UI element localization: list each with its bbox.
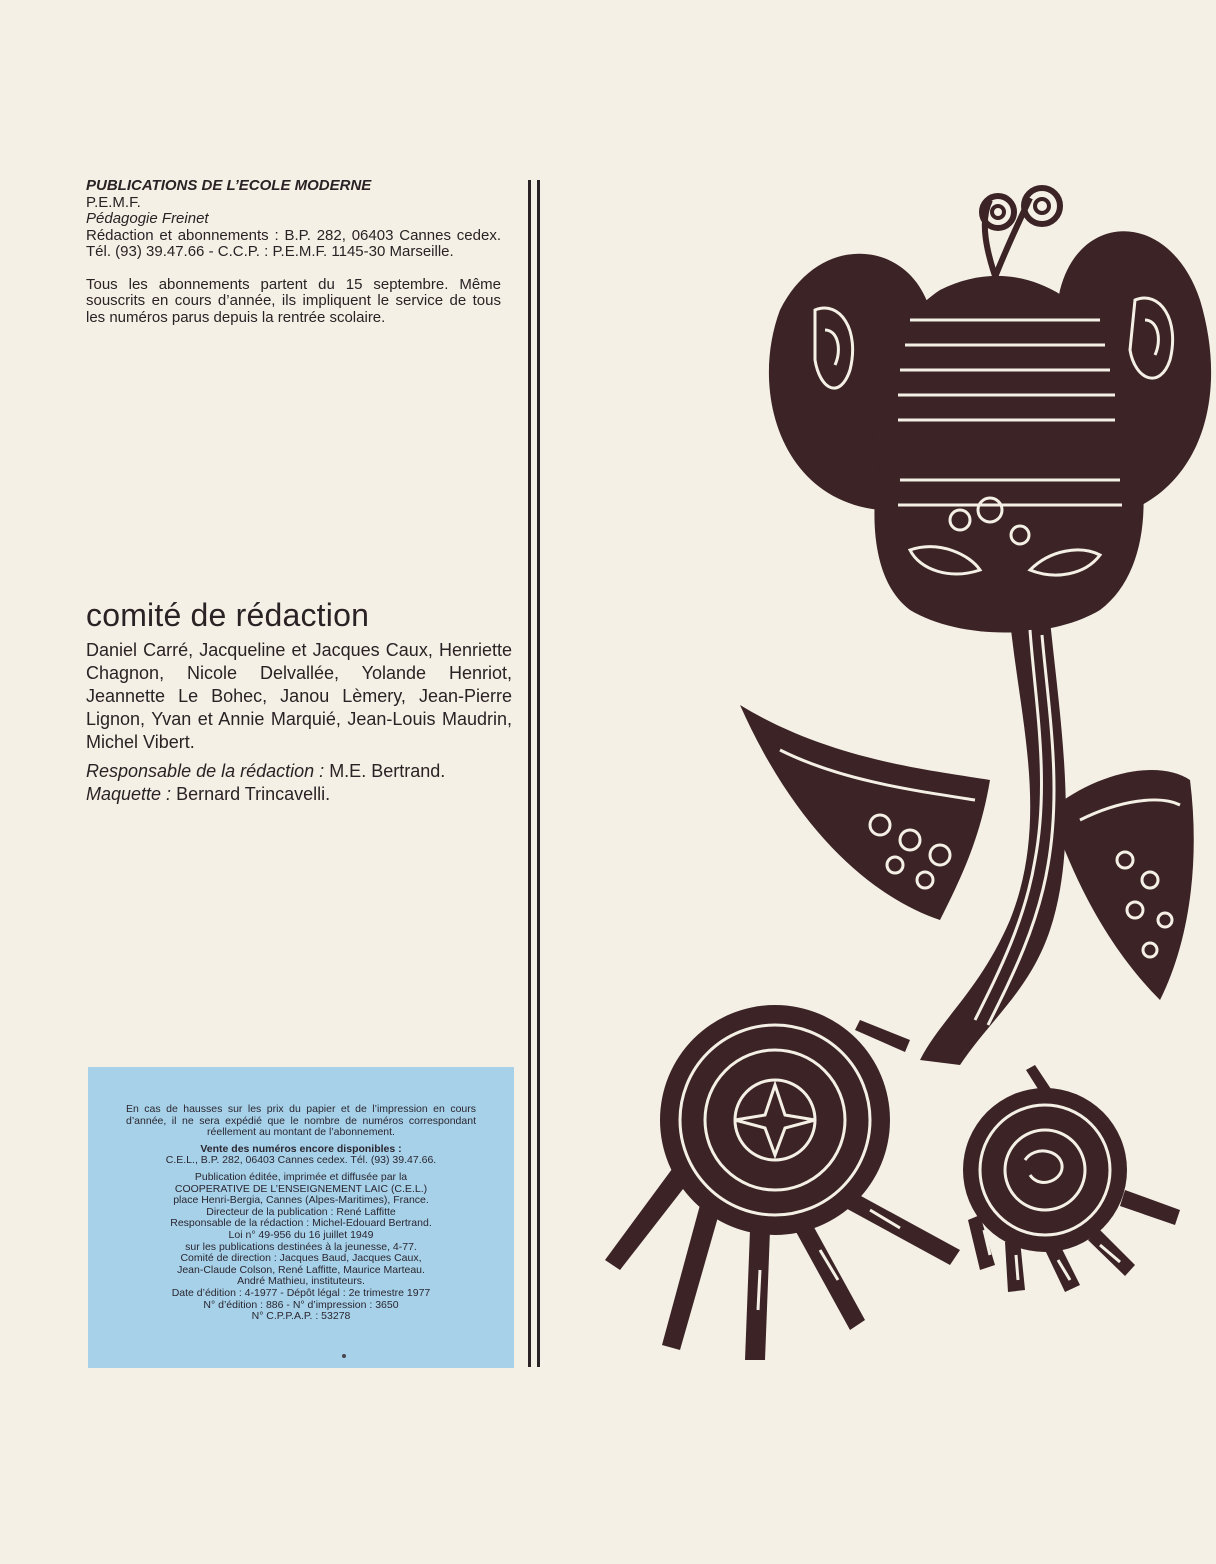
- editor-label: Responsable de la rédaction :: [86, 761, 325, 781]
- legal-line: Loi n° 49-956 du 16 juillet 1949: [228, 1228, 374, 1241]
- legal-line: Directeur de la publication : René Laffitte: [206, 1205, 396, 1218]
- layout-name: Bernard Trincavelli.: [176, 784, 331, 804]
- legal-line: André Mathieu, instituteurs.: [237, 1275, 365, 1288]
- column-rule-right: [537, 180, 540, 1367]
- legal-line: Comité de direction : Jacques Baud, Jacques Caux,: [180, 1252, 422, 1265]
- legal-line: Responsable de la rédaction : Michel-Edouard Bertrand.: [170, 1217, 432, 1230]
- legal-line: Date d’édition : 4-1977 - Dépôt légal : 2e trimestre 1977: [171, 1286, 431, 1299]
- legal-info-box: [88, 1067, 514, 1368]
- committee-heading: comité de rédaction: [86, 597, 370, 633]
- legal-line: place Henri-Bergia, Cannes (Alpes-Maritimes), France.: [173, 1194, 429, 1207]
- committee-members: Daniel Carré, Jacqueline et Jacques Caux, Henriette Chagnon, Nicole Delvallée, Yolande Henriot, Jeannette Le Bohec, Janou Lèmery, Jean-Pierre Lignon, Yvan et Annie Marquié, Jean-Louis Maudrin, Michel Vibert.: [86, 640, 512, 752]
- publisher-title: PUBLICATIONS DE L’ECOLE MODERNE: [86, 177, 372, 194]
- publisher-abbrev: P.E.M.F.: [86, 193, 141, 211]
- sale-address: C.E.L., B.P. 282, 06403 Cannes cedex. Tél. (93) 39.47.66.: [165, 1154, 437, 1167]
- layout-credit: [86, 783, 512, 806]
- dot-mark: [342, 1354, 346, 1358]
- editor-name: M.E. Bertrand.: [329, 761, 446, 781]
- legal-line: Publication éditée, imprimée et diffusée par la: [194, 1170, 408, 1183]
- price-notice: En cas de hausses sur les prix du papier et de l’impression en cours d’année, il ne sera expédié que le nombre de numéros correspondant réellement au montant de l’abonnement.: [126, 1103, 476, 1139]
- publisher-block: [86, 178, 501, 326]
- editor-credit: [86, 760, 512, 783]
- publisher-tagline: Pédagogie Freinet: [86, 210, 209, 227]
- legal-line: Jean-Claude Colson, René Laffitte, Maurice Marteau.: [177, 1263, 425, 1276]
- layout-label: Maquette :: [86, 784, 172, 804]
- legal-lines: [126, 1172, 476, 1323]
- sale-heading: Vente des numéros encore disponibles :: [200, 1142, 402, 1155]
- flower-creature-illustration: [580, 160, 1216, 1380]
- sale-info: [126, 1144, 476, 1167]
- legal-line: COOPERATIVE DE L’ENSEIGNEMENT LAIC (C.E.L.): [174, 1182, 428, 1195]
- legal-line: sur les publications destinées à la jeunesse, 4-77.: [185, 1240, 417, 1253]
- committee-block: [86, 597, 512, 806]
- legal-line: N° C.P.P.A.P. : 53278: [251, 1310, 351, 1323]
- column-rule-left: [528, 180, 531, 1367]
- publisher-address: Rédaction et abonnements : B.P. 282, 06403 Cannes cedex. Tél. (93) 39.47.66 - C.C.P. : P.E.M.F. 1145-30 Marseille.: [86, 226, 501, 260]
- subscription-note: Tous les abonnements partent du 15 septembre. Même souscrits en cours d’année, ils impliquent le service de tous les numéros parus depuis la rentrée scolaire.: [86, 275, 501, 326]
- legal-line: N° d’édition : 886 - N° d’impression : 3650: [203, 1298, 399, 1311]
